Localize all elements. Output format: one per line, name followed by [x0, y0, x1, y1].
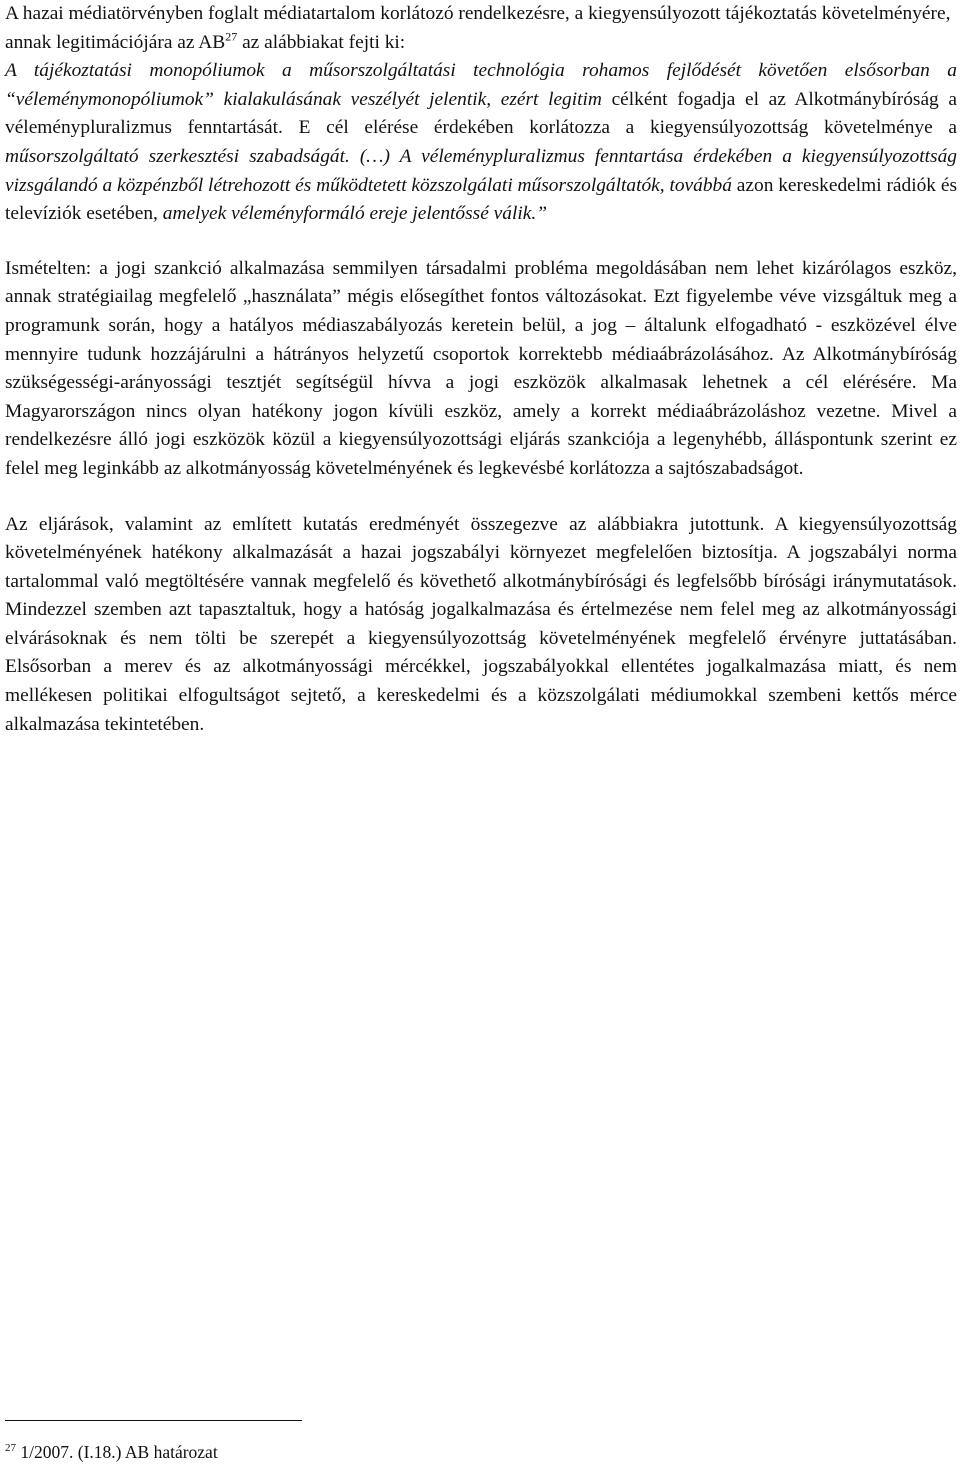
paragraph-conclusion: Az eljárások, valamint az említett kutatás eredményét összegezve az alábbiakra jutottunk. A kiegyensúlyozottság követelményének hatékony alkalmazását a hazai jogszabályi környezet megfelelően biztosítja. A jogszabályi norma tartalommal való megtöltésére vannak megfelelő és követhető alkotmánybírósági és legfelsőbb bírósági iránymutatások. Mindezzel szemben azt tapasztaltuk, hogy a hatóság jogalkalmazása és értelmezése nem felel meg az alkotmányossági elvárásoknak és nem tölti be szerepét a kiegyensúlyozottság követelményének megfelelő érvényre juttatásában. Elsősorban a merev és az alkotmányossági mércékkel, jogszabályokkal ellentétes jogalkalmazása miatt, és nem mellékesen politikai elfogultságot sejtető, a kereskedelmi és a közszolgálati médiumokkal szembeni kettős mérce alkalmazása tekintetében.	[5, 513, 957, 735]
quote-italic-3: amelyek véleményformáló ereje jelentőssé válik.”	[162, 203, 547, 225]
footnote-number: 27	[5, 1442, 16, 1455]
document-body	[5, 0, 957, 739]
intro-text-end: az alábbiakat fejti ki:	[237, 31, 406, 53]
quote-roman-2: azon kereskedelmi rádiók és televíziók esetében,	[5, 174, 957, 225]
quote-italic-1: A tájékoztatási monopóliumok a műsorszolgáltatási technológia rohamos fejlődését követően elsősorban a “véleménymonopóliumok” kialakulásának veszélyét jelentik, ezért legitim	[5, 60, 957, 110]
footnote-reference: 27	[225, 29, 238, 44]
paragraph-sanction: Ismételten: a jogi szankció alkalmazása semmilyen társadalmi probléma megoldásában nem lehet kizárólagos eszköz, annak stratégiailag megfelelő „használata” mégis elősegíthet fontos változásokat. Ezt figyelembe véve vizsgáltuk meg a programunk során, hogy a hatályos médiaszabályozás keretein belül, a jog – általunk elfogadható - eszközével élve mennyire tudunk hozzájárulni a hátrányos helyzetű csoportok korrektebb médiaábrázolásához. Az Alkotmánybíróság szükségességi-arányossági tesztjét segítségül hívva a jogi eszközök alkalmasak lehetnek a cél elérésére. Ma Magyarországon nincs olyan hatékony jogon kívüli eszköz, amely a korrekt médiaábrázoláshoz vezetne. Mivel a rendelkezésre álló jogi eszközök közül a kiegyensúlyozottsági eljárás szankciója a legenyhébb, álláspontunk szerint ez felel meg leginkább az alkotmányosság követelményének és legkevésbé korlátozza a sajtószabadságot.	[5, 257, 957, 479]
quote-roman-1: célként fogadja el az Alkotmánybíróság a véleménypluralizmus fenntartását. E cél elérése érdekében korlátozza a kiegyensúlyozottság követelménye a	[5, 88, 957, 139]
quote-italic-2: műsorszolgáltató szerkesztési szabadságát. (…) A véleménypluralizmus fenntartása érdekében a kiegyensúlyozottság vizsgálandó a közpénzből létrehozott és működtetett közszolgálati műsorszolgáltatók, továbbá	[5, 145, 957, 196]
footnote-separator	[5, 1420, 302, 1421]
intro-paragraph	[5, 0, 957, 57]
quote-paragraph	[5, 57, 957, 229]
footnote	[5, 1441, 218, 1463]
intro-text: A hazai médiatörvényben foglalt médiatartalom korlátozó rendelkezésre, a kiegyensúlyozott tájékoztatás követelményére, annak legitimációjára az AB	[5, 3, 951, 53]
footnote-text: 1/2007. (I.18.) AB határozat	[16, 1442, 218, 1462]
